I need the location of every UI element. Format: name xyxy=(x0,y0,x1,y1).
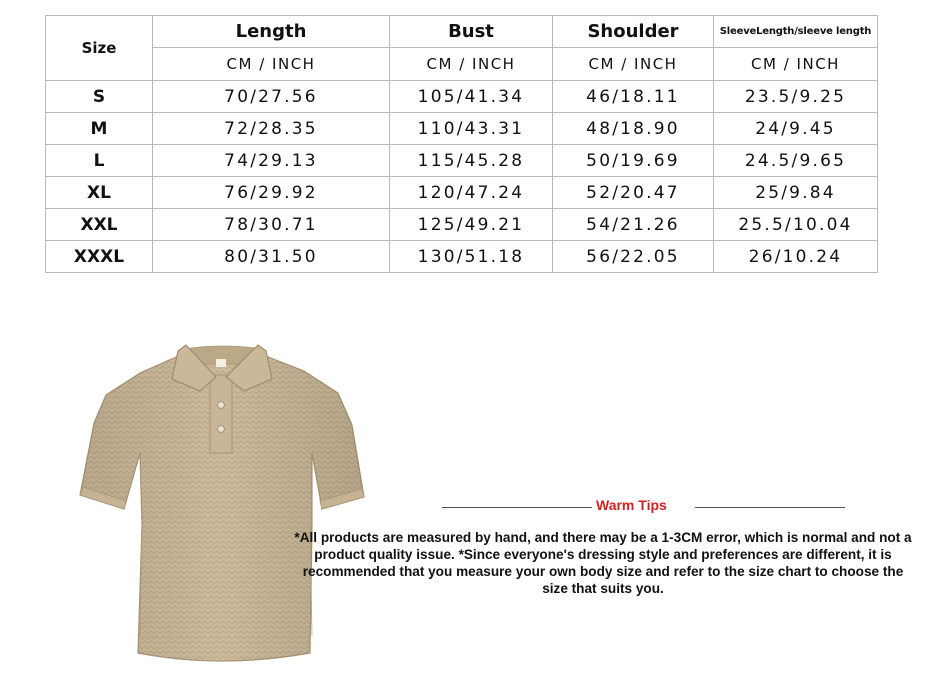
length-header: Length xyxy=(153,16,390,48)
warm-tips-title: Warm Tips xyxy=(596,497,667,513)
length-value: 80/31.50 xyxy=(153,241,390,273)
sleeve-length-header: SleeveLength/sleeve length xyxy=(714,16,878,48)
size-label: L xyxy=(46,145,153,177)
unit-label: CM / INCH xyxy=(714,48,878,81)
sleeve-value: 25/9.84 xyxy=(714,177,878,209)
size-header: Size xyxy=(46,16,153,81)
bust-value: 115/45.28 xyxy=(390,145,553,177)
shoulder-value: 48/18.90 xyxy=(553,113,714,145)
bust-header: Bust xyxy=(390,16,553,48)
sleeve-value: 23.5/9.25 xyxy=(714,81,878,113)
length-value: 72/28.35 xyxy=(153,113,390,145)
bust-value: 105/41.34 xyxy=(390,81,553,113)
table-row xyxy=(46,145,878,177)
length-value: 70/27.56 xyxy=(153,81,390,113)
bust-value: 110/43.31 xyxy=(390,113,553,145)
unit-label: CM / INCH xyxy=(553,48,714,81)
size-label: S xyxy=(46,81,153,113)
polo-shirt-image xyxy=(76,335,366,665)
table-row xyxy=(46,209,878,241)
length-value: 76/29.92 xyxy=(153,177,390,209)
shoulder-value: 46/18.11 xyxy=(553,81,714,113)
header-row xyxy=(46,16,878,48)
size-label: XXXL xyxy=(46,241,153,273)
bust-value: 120/47.24 xyxy=(390,177,553,209)
sleeve-value: 25.5/10.04 xyxy=(714,209,878,241)
unit-label: CM / INCH xyxy=(153,48,390,81)
table-row xyxy=(46,81,878,113)
sleeve-value: 24/9.45 xyxy=(714,113,878,145)
shoulder-value: 50/19.69 xyxy=(553,145,714,177)
unit-label: CM / INCH xyxy=(390,48,553,81)
size-label: XL xyxy=(46,177,153,209)
length-value: 78/30.71 xyxy=(153,209,390,241)
warm-tips-text: *All products are measured by hand, and there may be a 1-3CM error, which is normal and not a product quality issue. *Since everyone's dressing style and preferences are different, it is recommended that you measure your own body size and refer to the size chart to choose the size that suits you. xyxy=(294,530,912,596)
shoulder-value: 52/20.47 xyxy=(553,177,714,209)
table-row xyxy=(46,113,878,145)
shoulder-value: 56/22.05 xyxy=(553,241,714,273)
size-label: M xyxy=(46,113,153,145)
table-row xyxy=(46,241,878,273)
length-value: 74/29.13 xyxy=(153,145,390,177)
size-chart-table xyxy=(45,15,878,273)
bust-value: 125/49.21 xyxy=(390,209,553,241)
tips-divider-left xyxy=(442,507,592,508)
bust-value: 130/51.18 xyxy=(390,241,553,273)
sleeve-value: 26/10.24 xyxy=(714,241,878,273)
sleeve-value: 24.5/9.65 xyxy=(714,145,878,177)
tips-divider-right xyxy=(695,507,845,508)
unit-row xyxy=(46,48,878,81)
shoulder-header: Shoulder xyxy=(553,16,714,48)
table-row xyxy=(46,177,878,209)
shoulder-value: 54/21.26 xyxy=(553,209,714,241)
size-label: XXL xyxy=(46,209,153,241)
